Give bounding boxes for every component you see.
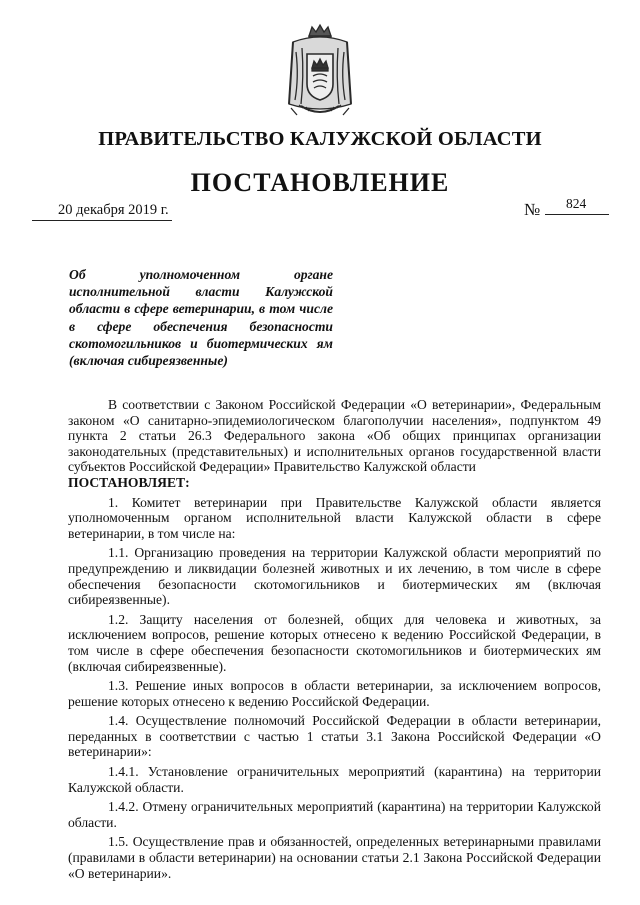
preamble-paragraph: В соответствии с Законом Российской Федерации «О ветеринарии», Федеральным законом «О санитарно-эпидемиологическом благополучии населения», подпунктом 49 пункта 2 статьи 26.3 Федерального закона «Об общих принципах организации законодательных (представительных) и исполнительных органов государственной власти субъектов Российской Федерации» Правительство Калужской области: [68, 397, 601, 475]
document-type: ПОСТАНОВЛЕНИЕ: [190, 168, 450, 197]
organization-title: ПРАВИТЕЛЬСТВО КАЛУЖСКОЙ ОБЛАСТИ: [98, 128, 542, 150]
clause-1-3: 1.3. Решение иных вопросов в области ветеринарии, за исключением вопросов, решение которых отнесено к ведению Российской Федерации.: [68, 678, 601, 709]
clause-1-2: 1.2. Защиту населения от болезней, общих для человека и животных, за исключением вопросов, решение которых отнесено к ведению Российской Федерации, в том числе в сфере обеспечения безопасности скотомогильников и биотермических ям (включая сибиреязвенные).: [68, 611, 601, 674]
document-subject: Об уполномоченном органе исполнительной власти Калужской области в сфере ветеринарии, в том числе в сфере обеспечения безопасности скотомогильников и биотермических ям (включая сибиреязвенные): [69, 267, 333, 369]
number-label: №: [524, 200, 541, 219]
document-date: 20 декабря 2019 г.: [58, 202, 169, 218]
clause-1-4-1: 1.4.1. Установление ограничительных мероприятий (карантина) на территории Калужской области.: [68, 764, 601, 795]
document-number: 824: [566, 196, 587, 211]
resolves-heading: ПОСТАНОВЛЯЕТ:: [68, 474, 190, 490]
coat-of-arms-icon: [283, 22, 357, 118]
clause-1-4-2: 1.4.2. Отмену ограничительных мероприятий (карантина) на территории Калужской области.: [68, 799, 601, 830]
document-body: [68, 397, 601, 885]
clause-1-5: 1.5. Осуществление прав и обязанностей, определенных ветеринарными правилами (правилами в области ветеринарии) на основании статьи 2.1 Закона Российской Федерации «О ветеринарии».: [68, 834, 601, 881]
clause-1-1: 1.1. Организацию проведения на территории Калужской области мероприятий по предупреждению и ликвидации болезней животных и их лечению, в том числе в сфере обеспечения безопасности скотомогильников и биотермических ям (включая сибиреязвенные).: [68, 545, 601, 608]
date-underline: [32, 220, 172, 221]
clause-1-4: 1.4. Осуществление полномочий Российской Федерации в области ветеринарии, переданных в соответствии с частью 1 статьи 3.1 Закона Российской Федерации «О ветеринарии»:: [68, 713, 601, 760]
number-underline: [545, 214, 609, 215]
clause-1: 1. Комитет ветеринарии при Правительстве Калужской области является уполномоченным органом исполнительной власти Калужской области в сфере ветеринарии, в том числе на:: [68, 494, 601, 541]
